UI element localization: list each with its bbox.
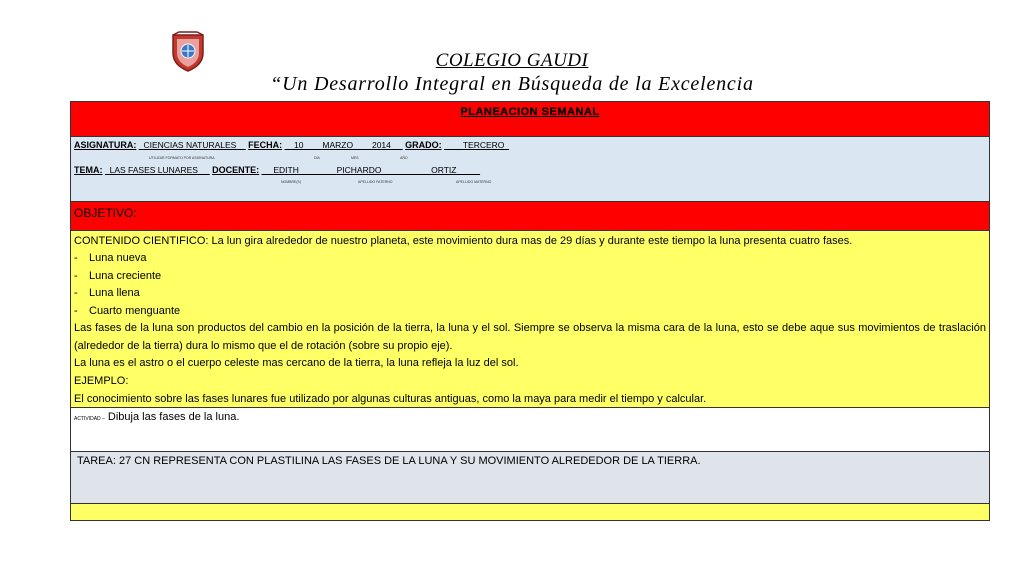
grado-label: GRADO: (405, 140, 442, 150)
asignatura-label: ASIGNATURA: (74, 140, 137, 150)
fecha-label: FECHA: (248, 140, 283, 150)
actividad-text: Dibuja las fases de la luna. (107, 411, 240, 423)
note-nombre: NOMBRE(S) (281, 180, 302, 184)
ejemplo-label: EJEMPLO: (74, 375, 129, 387)
list-item: - Luna nueva (74, 252, 147, 264)
tarea-row (70, 451, 990, 504)
school-name: COLEGIO GAUDI (435, 50, 589, 71)
info-row (70, 136, 990, 202)
note-dia: DÍA (314, 156, 320, 160)
bottom-row (70, 503, 990, 521)
objetivo-label: OBJETIVO: (74, 206, 137, 220)
docente-label: DOCENTE: (212, 165, 260, 175)
note-paterno: APELLIDO PATERNO (358, 180, 393, 184)
tarea-text: TAREA: 27 CN REPRESENTA CON PLASTILINA LAS FASES DE LA LUNA Y SU MOVIMIENTO ALREDEDOR DE LA TIERRA. (77, 455, 701, 467)
tema-line (74, 165, 480, 175)
note-formato: UTILIZAR FORMATO POR ASIGNATURA (149, 156, 215, 160)
asignatura-line (74, 140, 509, 150)
list-item: - Luna llena (74, 287, 140, 300)
tema-label: TEMA: (74, 165, 103, 175)
planeacion-heading: PLANEACION SEMANAL (460, 106, 600, 118)
actividad-row (70, 407, 990, 452)
contenido-row (70, 230, 990, 408)
list-item: - Luna creciente (74, 269, 162, 282)
note-mes: MES (351, 156, 359, 160)
contenido-paragraph-2: La luna es el astro o el cuerpo celeste mas cercano de la tierra, la luna refleja la luz del sol. (74, 357, 519, 369)
docente-value: EDITH PICHARDO ORTIZ (273, 165, 457, 175)
planeacion-heading-row (70, 101, 990, 137)
ejemplo-text: El conocimiento sobre las fases lunares fue utilizado por algunas culturas antiguas, como la maya para medir el tiempo y calcular. (74, 393, 707, 405)
tema-value: LAS FASES LUNARES (109, 165, 198, 175)
contenido-intro: CONTENIDO CIENTIFICO: La lun gira alrededor de nuestro planeta, este movimiento dura mas de 29 días y durante este tiempo la luna presenta cuatro fases. (74, 235, 853, 247)
fecha-value: 10 MARZO 2014 (293, 140, 391, 150)
grado-value: TERCERO (462, 140, 505, 150)
fases-list (74, 250, 180, 320)
list-item: - Cuarto menguante (74, 304, 181, 317)
note-materno: APELLIDO MATERNO (456, 180, 492, 184)
note-ano: AÑO (400, 156, 408, 160)
contenido-paragraph: Las fases de la luna son productos del cambio en la posición de la tierra, la luna y el sol. Siempre se observa la misma cara de la luna, esto se debe aque sus movimientos de traslación (alrededor de la tierra) dura lo mismo que el de rotación (sobre su propio eje). (74, 322, 986, 352)
asignatura-value: CIENCIAS NATURALES (143, 140, 237, 150)
school-motto: “Un Desarrollo Integral en Búsqueda de la Excelencia (270, 73, 754, 95)
objetivo-row (70, 201, 990, 231)
actividad-label: ACTIVIDAD – (74, 416, 105, 422)
